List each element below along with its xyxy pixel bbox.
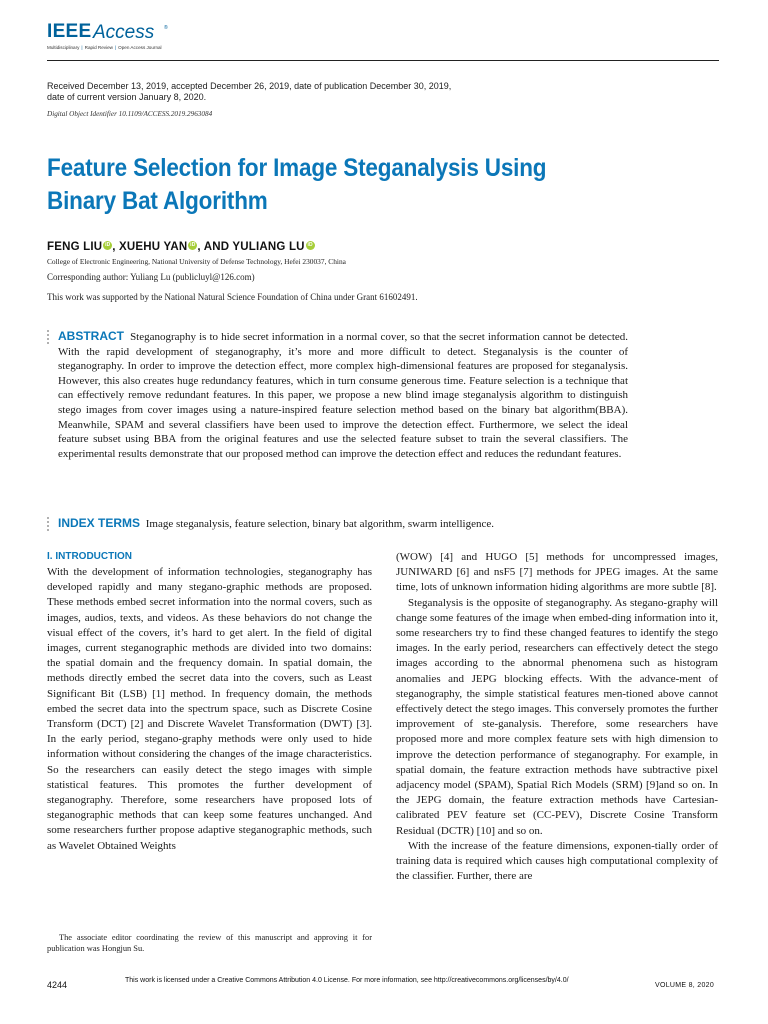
footnote-text: The associate editor coordinating the review of this manuscript and approving it for publication was Hongjun Su.	[47, 933, 372, 953]
orcid-icon[interactable]: iD	[105, 242, 111, 248]
orcid-icon[interactable]: iD	[190, 242, 196, 248]
index-terms-text: Image steganalysis, feature selection, binary bat algorithm, swarm intelligence.	[145, 518, 494, 530]
title-line-1: Feature Selection for Image Steganalysis Using	[47, 154, 547, 182]
received-dates	[47, 81, 567, 103]
funding-note: This work was supported by the National Natural Science Foundation of China under Grant 61602491.	[47, 292, 418, 302]
index-terms	[58, 516, 668, 531]
access-logo-text: Access	[93, 22, 155, 43]
body-column-left	[47, 565, 372, 854]
corresponding-author: Corresponding author: Yuliang Lu (publicluyl@126.com)	[47, 272, 255, 282]
journal-tagline	[47, 45, 162, 50]
paragraph: Steganalysis is the opposite of steganography. As stegano-graphy will change some features of the image when embed-ding information into it, some researchers try to find these changed features to identify the stego images. In the early period, researchers can effectively detect the stego images according to the abnormal phenomena such as histogram anomalies and JEPG blocking effects. With the advance-ment of steganography, the simple statistical features men-tioned above cannot effectively detect the stego images. This conversely promotes the further improvement of ste-ganalysis. Therefore, some researchers have proposed more and more complex feature sets with high dimension to improve the detection performance of steganography. For example, in spatial domain, the feature extraction methods have subtractive pixel adjacency model (SPAM), Spatial Rich Models (SRM) [9]and so on. In the JEPG domain, the feature extraction methods have Cartesian-calibrated PEV feature set (CC-PEV), Discrete Cosine Transform Residual (DCTR) [10] and so on.	[396, 596, 718, 837]
abstract-label: ABSTRACT	[58, 329, 124, 343]
paragraph: (WOW) [4] and HUGO [5] methods for uncompressed images, JUNIWARD [6] and nsF5 [7] methods for JPEG images. At the same time, lots of unknown information hiding algorithms are more subtle [8].	[396, 551, 718, 594]
received-line-2: date of current version January 8, 2020.	[47, 92, 207, 102]
index-terms-dots-icon	[47, 517, 51, 533]
editor-footnote	[47, 932, 372, 954]
author-name: , AND YULIANG LU	[197, 241, 305, 253]
abstract-dots-icon	[47, 330, 51, 346]
orcid-icon[interactable]: iD	[307, 242, 313, 248]
tagline-item: Open Access Journal	[118, 45, 162, 50]
abstract-text: Steganography is to hide secret information in a normal cover, so that the secret information cannot be detected. With the rapid development of steganography, it’s more and more difficult to detect. Steganalysis is the counter of steganography. In order to improve the detection effect, more complex high-dimensional features are proposed for steganalysis. However, this also creates huge redundancy features, which in turn consume generous time. Feature selection is a technique that can effectively remove redundant features. In this paper, we propose a new blind image steganalysis algorithm to distinguish stego images from cover images using a nature-inspired feature selection method based on the binary bat algorithm(BBA). Meanwhile, SPAM and several classifiers have been used to improve the detection effect. Furthermore, we select the ideal feature subset using BBA from the original features and use the selected feature subset to train the several classifiers. The experimental results demonstrate that our proposed method can improve the detection effect and reduces the redundant features.	[58, 331, 629, 460]
volume-label: VOLUME 8, 2020	[655, 982, 715, 989]
doi-identifier[interactable]: Digital Object Identifier 10.1109/ACCESS.2019.2963084	[47, 110, 213, 118]
author-affiliation: College of Electronic Engineering, National University of Defense Technology, Hefei 230037, China	[47, 257, 346, 266]
title-line-2: Binary Bat Algorithm	[47, 187, 268, 215]
section-heading-introduction: I. INTRODUCTION	[47, 551, 132, 562]
trademark-symbol: ®	[164, 25, 168, 31]
tagline-item: Multidisciplinary	[47, 45, 80, 50]
paper-title	[47, 152, 623, 218]
received-line-1: Received December 13, 2019, accepted December 26, 2019, date of publication December 30, 2019,	[47, 81, 452, 91]
ieee-logo-text: IEEE	[47, 21, 92, 42]
header-divider	[47, 60, 719, 61]
page-number: 4244	[47, 980, 68, 990]
author-name: FENG LIU	[47, 241, 103, 253]
body-column-right	[396, 550, 718, 884]
index-terms-label: INDEX TERMS	[58, 516, 141, 530]
author-list	[47, 241, 315, 253]
abstract-block	[58, 329, 628, 461]
tagline-item: Rapid Review	[84, 45, 113, 50]
license-note[interactable]: This work is licensed under a Creative Commons Attribution 4.0 License. For more information, see http://creativecommons.org/licenses/by/4.0/	[125, 977, 569, 984]
tagline-separator: |	[81, 45, 83, 50]
paragraph: With the increase of the feature dimensions, exponen-tially order of training data is required which causes high computational complexity of the classifier. Further, there are	[396, 839, 718, 883]
author-name: , XUEHU YAN	[112, 241, 188, 253]
paragraph: With the development of information technologies, steganography has developed rapidly and many stegano-graphic methods are proposed. These methods embed secret information into the normal covers, such as images, audios, texts, and videos. As these behaviors do not change the visual effect of the covers, it’s hard to get alert. In the field of digital images, current steganographic methods are divided into two domains: the spatial domain and the frequency domain. In spatial domain, the methods directly embed the secret data into the covers, such as Least Significant Bit (LSB) [1] method. In frequency domain, the methods embed the secret data into the spectrum space, such as Discrete Cosine Transform (DCT) [2] and Discrete Wavelet Transformation (DWT) [3]. In the early period, stegano-graphy methods were only used to hide information without considering the changes of the image characteristics. So the researchers can easily detect the stego images with simple statistical features. This promotes the further development of steganography. Therefore, some researchers have proposed lots of steganographic methods that can keep some features unchanged. And some researchers further propose adaptive steganographic methods, such as Wavelet Obtained Weights	[47, 566, 372, 852]
tagline-separator: |	[114, 45, 117, 50]
